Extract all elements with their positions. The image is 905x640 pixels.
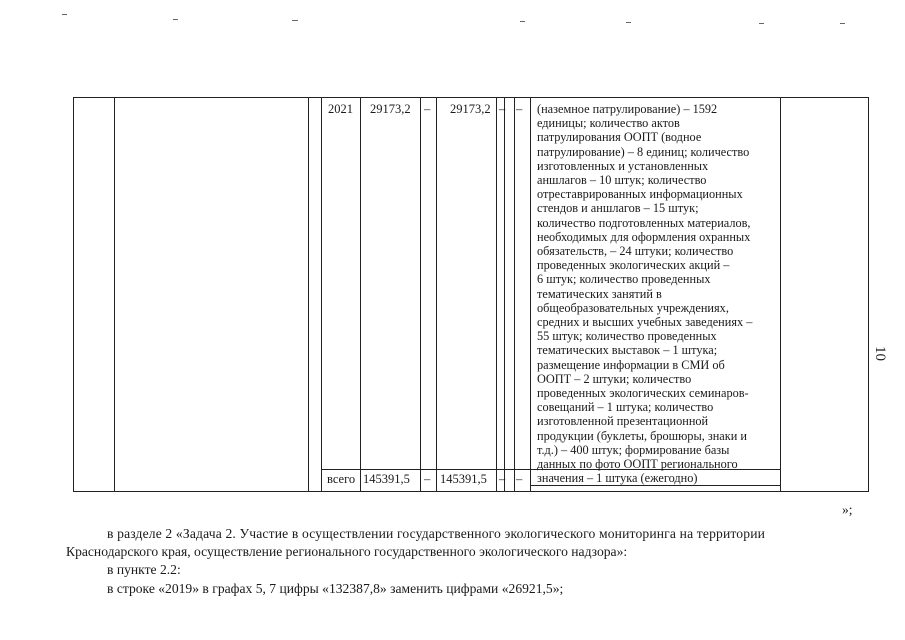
description-line: т.д.) – 400 штук; формирование базы <box>537 442 730 457</box>
description-line: средних и высших учебных заведениях – <box>537 315 753 330</box>
column-rule <box>420 98 421 491</box>
description-line: данных по фото ООПТ регионального <box>537 457 738 472</box>
scan-speck <box>626 22 631 23</box>
description-line: изготовленных и установленных <box>537 158 709 173</box>
column-rule <box>308 98 309 491</box>
total-label: всего <box>327 472 356 486</box>
description-line: 6 штук; количество проведенных <box>537 272 711 287</box>
description-line: количество подготовленных материалов, <box>537 215 751 230</box>
column-rule <box>436 98 437 491</box>
total-funding-cell: 29173,2 <box>370 102 411 116</box>
description-line: значения – 1 штука (ежегодно) <box>537 471 698 486</box>
closing-quote: »; <box>842 502 853 517</box>
scan-speck <box>292 20 298 21</box>
description-line: изготовленной презентационной <box>537 414 709 429</box>
regional-funding-cell: 29173,2 <box>450 102 491 116</box>
description-line: тематических занятий в <box>537 286 662 301</box>
local-funding-cell: – <box>499 102 506 116</box>
scan-speck <box>173 19 178 20</box>
total-sum-cell: 145391,5 <box>363 472 410 486</box>
year-cell: 2021 <box>328 102 353 116</box>
scan-speck <box>759 23 764 24</box>
description-line: обязательств, – 24 штуки; количество <box>537 244 734 259</box>
description-line: патрулирование) – 8 единиц; количество <box>537 144 750 159</box>
total-federal-cell: – <box>424 472 431 486</box>
description-line: 55 штук; количество проведенных <box>537 329 717 344</box>
paragraph-line: в разделе 2 «Задача 2. Участие в осуществлении государственного экологического мониторинга на территории <box>107 526 766 541</box>
scan-speck <box>520 21 525 22</box>
total-extrabudget-cell: – <box>516 472 523 486</box>
program-table <box>73 97 869 492</box>
total-local-cell: – <box>499 472 506 486</box>
column-rule <box>504 98 505 491</box>
description-line: размещение информации в СМИ об <box>537 357 725 372</box>
description-line: отреставрированных информационных <box>537 187 743 202</box>
total-regional-cell: 145391,5 <box>440 472 487 486</box>
column-rule <box>360 98 361 491</box>
description-line: аншлагов – 10 штук; количество <box>537 173 707 188</box>
description-line: необходимых для оформления охранных <box>537 229 751 244</box>
column-rule <box>514 98 515 491</box>
description-line: единицы; количество актов <box>537 116 680 131</box>
paragraph-line: в строке «2019» в графах 5, 7 цифры «132387,8» заменить цифрами «26921,5»; <box>107 581 564 596</box>
page-number: 10 <box>872 346 888 361</box>
description-line: стендов и аншлагов – 15 штук; <box>537 201 699 216</box>
description-line: проведенных экологических акций – <box>537 258 730 273</box>
description-line: ООПТ – 2 штуки; количество <box>537 371 692 386</box>
indicator-description <box>537 102 777 485</box>
scan-speck <box>840 23 845 24</box>
column-rule <box>114 98 115 491</box>
description-line: проведенных экологических семинаров- <box>537 386 749 401</box>
description-line: (наземное патрулирование) – 1592 <box>537 102 718 116</box>
federal-funding-cell: – <box>424 102 431 116</box>
description-line: совещаний – 1 штука; количество <box>537 400 714 415</box>
description-line: патрулирования ООПТ (водное <box>537 130 702 145</box>
column-rule <box>530 98 531 491</box>
description-line: тематических выставок – 1 штука; <box>537 343 718 358</box>
extrabudget-funding-cell: – <box>516 102 523 116</box>
column-rule <box>496 98 497 491</box>
column-rule <box>780 98 781 491</box>
column-rule <box>321 98 322 491</box>
paragraph-line: в пункте 2.2: <box>107 562 181 577</box>
scan-speck <box>62 14 67 15</box>
description-line: продукции (буклеты, брошюры, знаки и <box>537 428 747 443</box>
paragraph-line: Краснодарского края, осуществление регионального государственного экологического надзора»: <box>66 544 628 559</box>
description-line: общеобразовательных учреждениях, <box>537 300 729 315</box>
